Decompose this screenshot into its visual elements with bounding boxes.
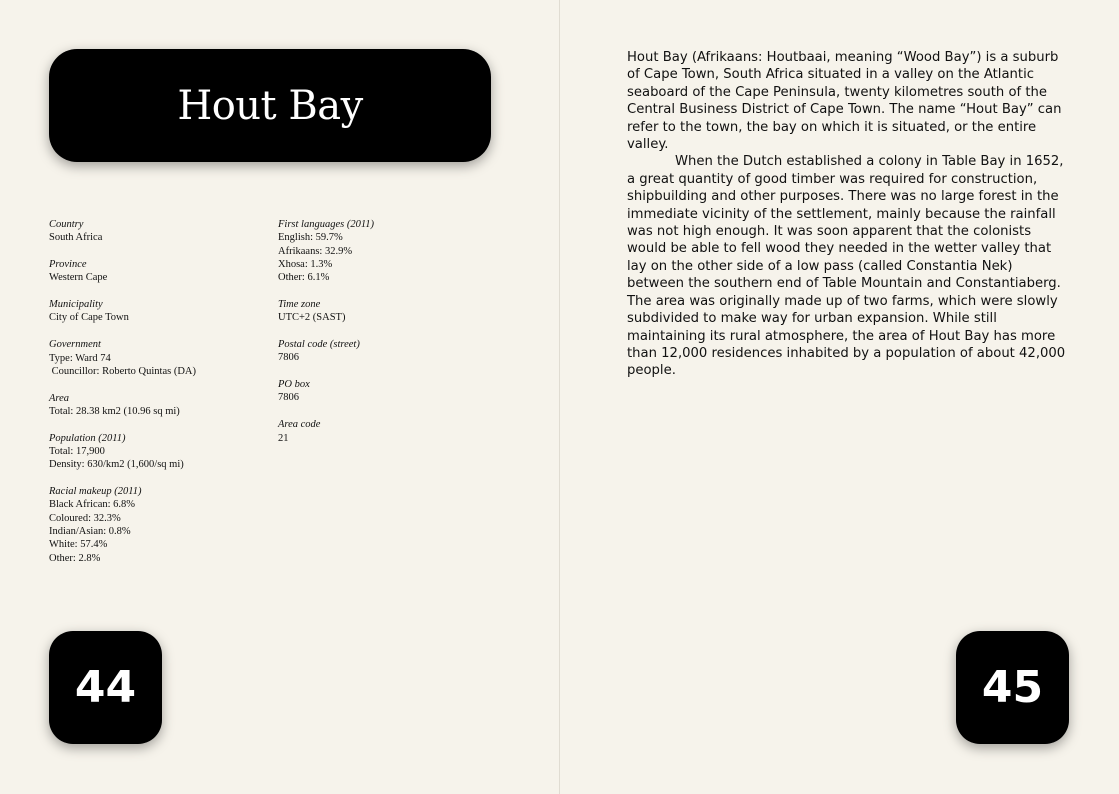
fact-country xyxy=(49,218,269,245)
fact-label: Government xyxy=(49,339,101,351)
fact-value: Density: 630/km2 (1,600/sq mi) xyxy=(49,459,184,471)
body-text xyxy=(627,49,1072,380)
fact-postal-code xyxy=(278,338,478,365)
fact-label: Country xyxy=(49,219,84,230)
fact-value: Black African: 6.8% xyxy=(49,499,136,511)
facts-column-2 xyxy=(278,218,478,458)
fact-value: White: 57.4% xyxy=(49,539,108,551)
fact-label: Area code xyxy=(278,419,321,431)
fact-value: Other: 6.1% xyxy=(278,272,330,284)
fact-racial-makeup xyxy=(49,485,269,565)
right-page xyxy=(560,0,1119,794)
fact-value: Afrikaans: 32.9% xyxy=(278,245,353,257)
fact-value: 21 xyxy=(278,432,289,444)
paragraph: When the Dutch established a colony in Table Bay in 1652, a great quantity of good timber was required for construction, shipbuilding and other purposes. There was no large forest in the immediate vicinity of the settlement, mainly because the rainfall was not high enough. It was soon apparent that the colonists would be able to fell wood they needed in the wetter valley that lay on the other side of a low pass (called Constantia Nek) between the southern end of Table Mountain and Constantiaberg. The area was originally made up of two farms, which were slowly subdivided to make way for urban expansion. While still maintaining its rural atmosphere, the area of Hout Bay has more than 12,000 residences inhabited by a population of about 42,000 people. xyxy=(627,154,1066,379)
fact-value: City of Cape Town xyxy=(49,312,129,324)
fact-value: Other: 2.8% xyxy=(49,552,101,564)
fact-value: 7806 xyxy=(278,352,299,364)
fact-label: Time zone xyxy=(278,298,321,310)
fact-label: Racial makeup (2011) xyxy=(49,486,142,498)
fact-municipality xyxy=(49,298,269,325)
fact-label: Postal code (street) xyxy=(278,339,360,351)
fact-value: South Africa xyxy=(49,232,103,244)
fact-government xyxy=(49,338,269,378)
page-title: Hout Bay xyxy=(177,82,363,129)
fact-population xyxy=(49,432,269,472)
left-page xyxy=(0,0,559,794)
fact-value: Western Cape xyxy=(49,272,108,284)
fact-label: Area xyxy=(49,392,70,404)
fact-value: Xhosa: 1.3% xyxy=(278,258,333,270)
fact-value: Total: 28.38 km2 (10.96 sq mi) xyxy=(49,405,180,417)
page-number: 45 xyxy=(981,662,1044,713)
fact-label: Province xyxy=(49,259,87,271)
title-box xyxy=(49,49,491,162)
fact-value: English: 59.7% xyxy=(278,232,343,244)
fact-province xyxy=(49,258,269,285)
fact-first-languages xyxy=(278,218,478,284)
page-number-box-left xyxy=(49,631,162,744)
fact-area xyxy=(49,392,269,419)
fact-value: Coloured: 32.3% xyxy=(49,512,121,524)
fact-time-zone xyxy=(278,298,478,325)
fact-value: Type: Ward 74 xyxy=(49,352,111,364)
page-number: 44 xyxy=(74,662,137,713)
fact-value: UTC+2 (SAST) xyxy=(278,312,346,324)
fact-label: First languages (2011) xyxy=(278,219,375,230)
facts-column-1 xyxy=(49,218,269,578)
fact-value: Councillor: Roberto Quintas (DA) xyxy=(49,365,196,377)
paragraph: Hout Bay (Afrikaans: Houtbaai, meaning “Wood Bay”) is a suburb of Cape Town, South Africa situated in a valley on the Atlantic seaboard of the Cape Peninsula, twenty kilometres south of the Central Business District of Cape Town. The name “Hout Bay” can refer to the town, the bay on which it is situated, or the entire valley. xyxy=(627,50,1062,153)
fact-value: Total: 17,900 xyxy=(49,446,105,458)
fact-area-code xyxy=(278,418,478,445)
fact-value: Indian/Asian: 0.8% xyxy=(49,526,131,538)
page-number-box-right xyxy=(956,631,1069,744)
fact-value: 7806 xyxy=(278,392,299,404)
fact-label: PO box xyxy=(278,379,310,391)
fact-label: Municipality xyxy=(49,299,103,311)
fact-po-box xyxy=(278,378,478,405)
fact-label: Population (2011) xyxy=(49,432,126,444)
